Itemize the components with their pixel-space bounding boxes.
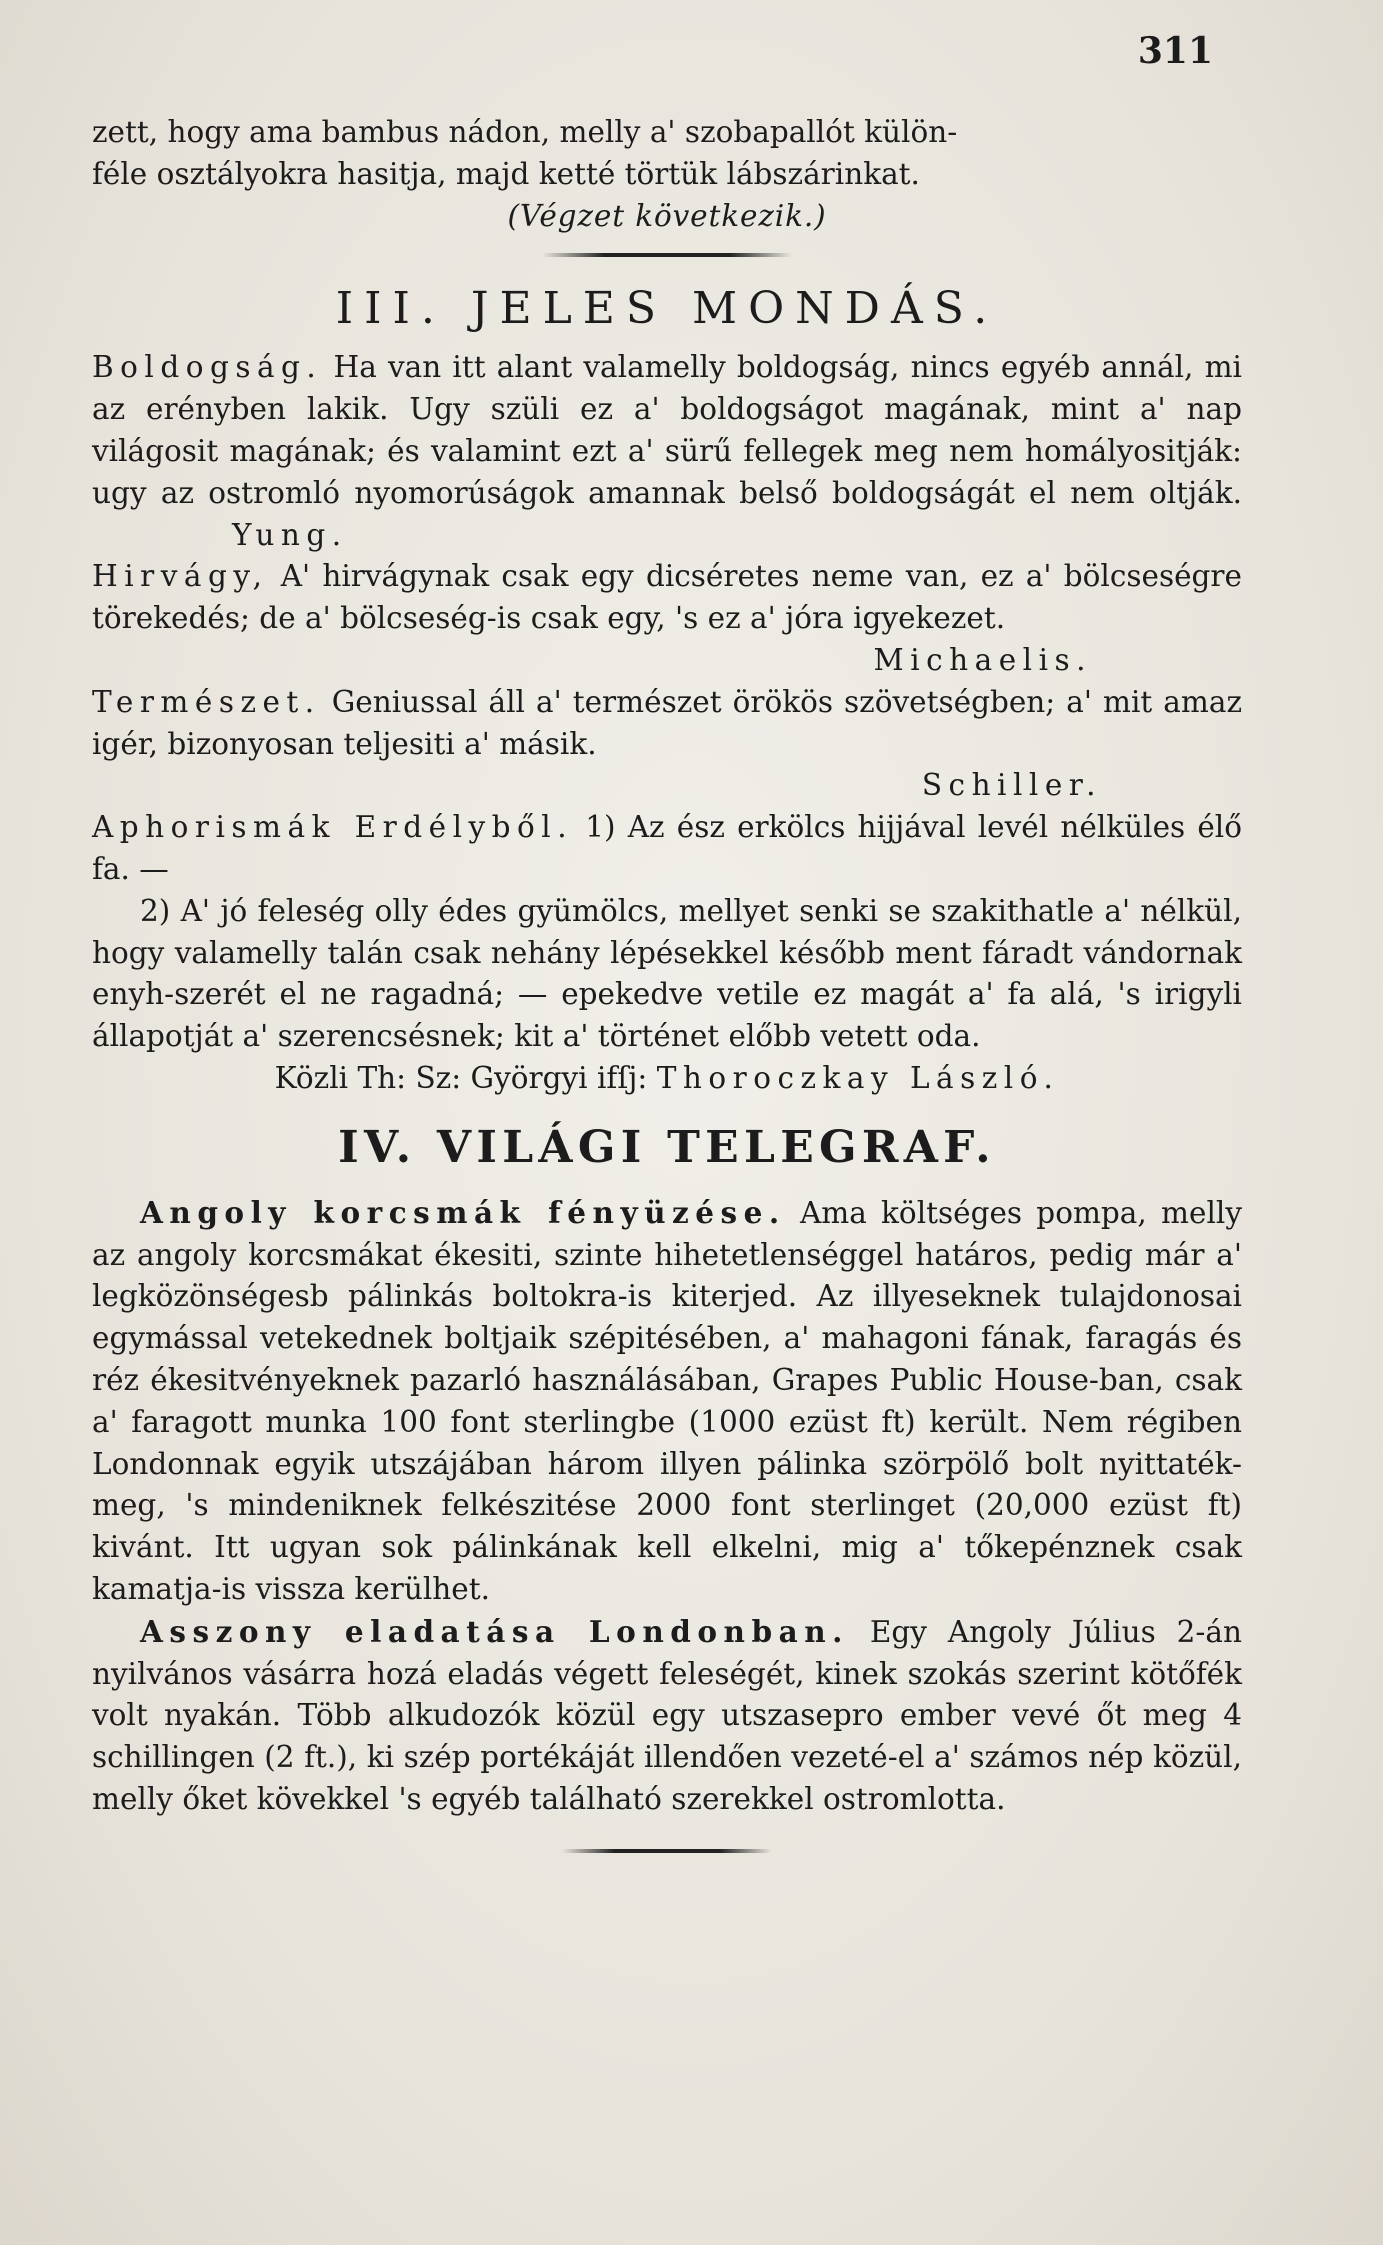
article-korcsmak	[92, 1192, 1242, 1611]
section-title-vilagi-telegraf: IV. VILÁGI TELEGRAF.	[338, 1121, 996, 1173]
entry-text: Geniussal áll a' természet örökös szövetségben; a' mit amaz igér, bizonyosan teljesiti a' másik.	[92, 684, 1242, 761]
entry-term: Hirvágy,	[92, 559, 269, 594]
entry-text: Ha van itt alant valamelly boldogság, nincs egyéb annál, mi az erényben lakik. Ugy szüli ez a' boldogságot magának, mint a' nap világosit magának; és valamint ezt a' sürű fellegek meg nem homályositják: ugy az ostromló nyomorúságok amannak belső boldogságát el nem oltják.	[92, 350, 1242, 510]
entry-aphorismak	[92, 807, 1242, 891]
entry-text: A' hirvágynak csak egy dicséretes neme van, ez a' bölcseségre törekedés; de a' bölcseség-is csak egy, 's ez a' jóra igyekezet.	[92, 559, 1242, 636]
entry-text: 1) Az ész erkölcs hijjával levél nélküles élő fa. —	[92, 810, 1242, 886]
continuation-note: (Végzet következik.)	[507, 198, 827, 233]
page-number: 311	[1137, 30, 1213, 72]
aphorism-2: 2) A' jó feleség olly édes gyümölcs, mellyet senki se szakithatle a' nélkül, hogy valamelly talán csak nehány lépésekkel később ment fáradt vándornak enyh-szerét el ne ragadná; — epekedve vetile ez magát a' fa alá, 's irigyli állapotját a' szerencsésnek; kit a' történet előbb vetett oda.	[92, 893, 1242, 1054]
article-asszony	[92, 1611, 1242, 1821]
credit-prefix: Közli Th: Sz: Györgyi ifſj:	[274, 1060, 648, 1095]
continuation-line: féle osztályokra hasitja, majd ketté törtük lábszárinkat.	[92, 156, 920, 191]
entry-boldogsag	[92, 347, 1242, 556]
credit-line	[92, 1058, 1242, 1100]
entry-author: Michaelis.	[873, 642, 1092, 677]
entry-term: Boldogság.	[92, 350, 323, 385]
entry-hirvagy	[92, 556, 1242, 640]
page-text	[92, 112, 1242, 1875]
continuation-line: zett, hogy ama bambus nádon, melly a' szobapallót külön-	[92, 115, 958, 149]
entry-author-line	[92, 640, 1242, 682]
section-title-jeles-mondas: III. JELES MONDÁS.	[335, 283, 999, 335]
article-term: Asszony eladatása Londonban.	[140, 1613, 849, 1649]
article-term: Angoly korcsmák fényüzése.	[140, 1194, 786, 1230]
entry-author: Yung.	[232, 517, 348, 552]
entry-term: Aphorismák Erdélyből.	[92, 810, 574, 845]
article-text: Egy Angoly Július 2-án nyilvános vásárra hozá eladás végett feleségét, kinek szokás szerint kötőfék volt nyakán. Több alkudozók közül egy utszasepro ember vevé őt meg 4 schillingen (2 ft.), ki szép portékáját illendően vezeté-el a' számos nép közül, melly őket kövekkel 's egyéb található szerekkel ostromlotta.	[92, 1614, 1242, 1816]
entry-author-line	[92, 765, 1242, 807]
credit-name: Thoroczkay László.	[656, 1060, 1060, 1095]
divider	[562, 1849, 772, 1853]
entry-termeszet	[92, 682, 1242, 766]
article-text: Ama költséges pompa, melly az angoly korcsmákat ékesiti, szinte hihetetlenséggel határos, pedig már a' legközönségesb pálinkás boltokra-is kiterjed. Az illyeseknek tulajdonosai egymással vetekednek boltjaik szépitésében, a' mahagoni fának, faragás és réz ékesitvényeknek pazarló használásában, Grapes Public House-ban, csak a' faragott munka 100 font sterlingbe (1000 ezüst ft) került. Nem régiben Londonnak egyik utszájában három illyen pálinka szörpölő bolt nyittaték-meg, 's mindeniknek felkészitése 2000 font sterlinget (20,000 ezüst ft) kivánt. Itt ugyan sok pálinkának kell elkelni, mig a' tőkepénznek csak kamatja-is vissza kerülhet.	[92, 1195, 1242, 1606]
entry-author: Schiller.	[921, 768, 1102, 803]
entry-term: Természet.	[92, 684, 321, 719]
divider	[542, 253, 792, 257]
